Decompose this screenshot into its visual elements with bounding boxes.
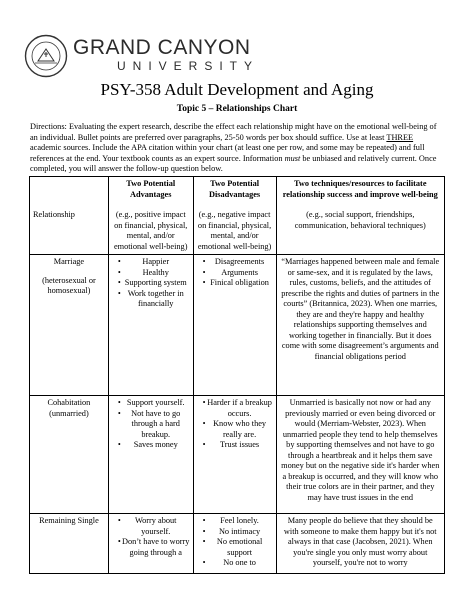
relationship-sub: (heterosexual or homosexual) xyxy=(42,275,96,295)
relationship-name: Cohabitation xyxy=(47,398,91,407)
directions-part3: be unbiased and relatively current. Once completed, you will answer the follow-up question below. xyxy=(30,153,437,173)
relationships-chart-table xyxy=(29,176,445,574)
advantages-cell xyxy=(108,396,193,514)
directions-paragraph xyxy=(30,122,442,175)
disadvantage-item: • Feel lonely. xyxy=(197,516,273,527)
brand-sub: UNIVERSITY xyxy=(117,59,260,73)
university-brand xyxy=(73,37,333,73)
table-row xyxy=(30,255,445,396)
header-techniques xyxy=(276,177,444,255)
advantage-item: • Happier xyxy=(112,257,190,268)
disadvantages-cell xyxy=(193,514,276,574)
header-disadvantages-title: Two Potential Disadvantages xyxy=(208,179,261,199)
university-seal-icon xyxy=(24,34,68,78)
advantage-item: • Work together in financially xyxy=(112,289,190,310)
header-disadvantages-sub: (e.g., negative impact on financial, physical, mental, and/or emotional well-being) xyxy=(197,210,272,251)
header-relationship: Relationship xyxy=(30,177,109,255)
relationship-name: Remaining Single xyxy=(39,516,99,525)
advantage-item: • Don’t have to worry going through a xyxy=(112,537,190,558)
relationship-name: Marriage xyxy=(53,257,85,266)
techniques-cell: “Marriages happened between male and female or same-sex, and it is regulated by the laws, rules, customs, beliefs, and the attitudes of prescribe the rights and duties of partners in the courts” (Britannica, 2023). When one marries, they are and they're happy and healthy relationships supporting themselves and working together in financially. But it does come with some disagreement’s arguments and financial obligations period xyxy=(276,255,444,396)
directions-underlined: THREE xyxy=(386,132,414,142)
disadvantages-cell xyxy=(193,255,276,396)
directions-part1: Directions: Evaluating the expert research, describe the effect each relationship might have on the emotional well-being of an individual. Bullet points are preferred over paragraphs, 25-50 words per box should suffice. Use at least xyxy=(30,122,437,142)
table-row xyxy=(30,396,445,514)
header-advantages-sub: (e.g., positive impact on financial, physical, mental, and/or emotional well-being) xyxy=(113,210,188,251)
disadvantage-item: • Disagreements xyxy=(197,257,273,268)
advantages-cell xyxy=(108,255,193,396)
disadvantages-cell xyxy=(193,396,276,514)
relationship-cell xyxy=(30,396,109,514)
table-header-row xyxy=(30,177,445,255)
table-row xyxy=(30,514,445,574)
advantage-item: • Worry about yourself. xyxy=(112,516,190,537)
disadvantage-item: • Trust issues xyxy=(197,440,273,451)
header-techniques-sub: (e.g., social support, friendships, communication, behavioral techniques) xyxy=(294,210,426,230)
brand-name: GRAND CANYON xyxy=(73,36,251,59)
header-advantages xyxy=(108,177,193,255)
disadvantage-item: • Arguments xyxy=(197,268,273,279)
advantage-item: • Healthy xyxy=(112,268,190,279)
techniques-cell: Many people do believe that they should be with someone to make them happy but it's not always in that case (Jacobsen, 2021). When you're single you only must worry about yourself, you're not to worry xyxy=(276,514,444,574)
directions-part2: academic sources. Include the APA citation within your chart (at least one per row, and some may be repeated) and full references at the end. Your textbook counts as an expert source. Information xyxy=(30,143,425,163)
disadvantage-item: • No one to xyxy=(197,558,273,569)
topic-title: Topic 5 – Relationships Chart xyxy=(176,104,298,114)
advantages-cell xyxy=(108,514,193,574)
relationship-cell xyxy=(30,255,109,396)
advantage-item: • Saves money xyxy=(112,440,190,451)
advantage-item: • Support yourself. xyxy=(112,398,190,409)
techniques-cell: Unmarried is basically not now or had any previously married or even being divorced or would (Merriam-Webster, 2023). When unmarried people they tend to help themselves by supporting themselves and not have to go through a heartbreak and it helps them save money but on the negative side it's harder when a breakup is occurred, and they will know who their true colors are in their partner, and they may have trust issues in the end xyxy=(276,396,444,514)
relationship-cell xyxy=(30,514,109,574)
disadvantage-item: • No intimacy xyxy=(197,527,273,538)
advantage-item: • Supporting system xyxy=(112,278,190,289)
header-techniques-title: Two techniques/resources to facilitate relationship success and improve well-being xyxy=(282,179,438,199)
advantage-item: • Not have to go through a hard breakup. xyxy=(112,409,190,441)
disadvantage-item: • Harder if a breakup occurs. xyxy=(197,398,273,419)
relationship-sub: (unmarried) xyxy=(49,408,89,418)
header-disadvantages xyxy=(193,177,276,255)
course-title: PSY-358 Adult Development and Aging xyxy=(100,80,374,99)
disadvantage-item: • Know who they really are. xyxy=(197,419,273,440)
header-advantages-title: Two Potential Advantages xyxy=(126,179,176,199)
disadvantage-item: • Finical obligation xyxy=(197,278,273,289)
disadvantage-item: • No emotional support xyxy=(197,537,273,558)
directions-emphasis: must xyxy=(284,153,301,163)
